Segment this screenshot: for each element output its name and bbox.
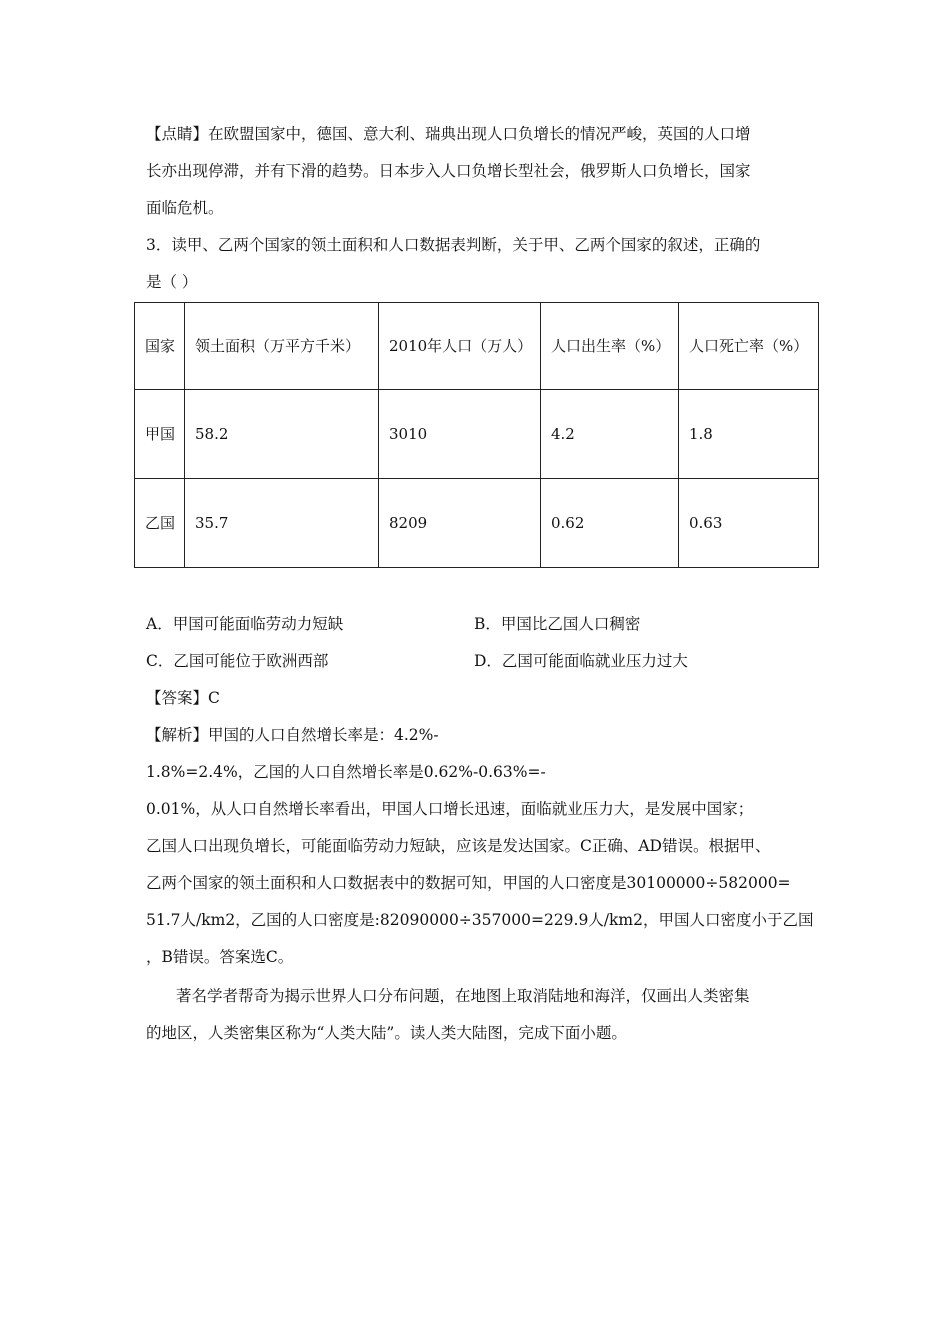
table-cell: 4.2 (541, 390, 679, 479)
table-row (135, 390, 819, 479)
table-cell: 甲国 (135, 390, 185, 479)
table-cell: 0.63 (679, 479, 819, 568)
table-cell: 乙国 (135, 479, 185, 568)
option-b: B．甲国比乙国人口稠密 (474, 615, 641, 633)
analysis-line: ，B错误。答案选C。 (146, 948, 294, 966)
table-header-row (135, 303, 819, 390)
table-cell: 35.7 (185, 479, 379, 568)
question-line: 是（ ） (146, 273, 198, 291)
table-cell: 1.8 (679, 390, 819, 479)
dianjing-line: 面临危机。 (146, 199, 224, 217)
table-cell: 3010 (379, 390, 541, 479)
header-cell: 国家 (135, 303, 185, 390)
header-cell: 2010年人口（万人） (379, 303, 541, 390)
table-cell: 58.2 (185, 390, 379, 479)
header-cell: 人口死亡率（%） (679, 303, 819, 390)
table-cell: 0.62 (541, 479, 679, 568)
table-row (135, 479, 819, 568)
analysis-line: 乙国人口出现负增长，可能面临劳动力短缺，应该是发达国家。C正确、AD错误。根据甲、 (146, 837, 771, 855)
data-table (134, 302, 819, 568)
dianjing-line: 长亦出现停滞，并有下滑的趋势。日本步入人口负增长型社会，俄罗斯人口负增长，国家 (146, 162, 751, 180)
option-a: A．甲国可能面临劳动力短缺 (146, 615, 344, 633)
answer-line: 【答案】C (146, 689, 220, 707)
analysis-line: 51.7人/km2，乙国的人口密度是:82090000÷357000=229.9人/km2，甲国人口密度小于乙国 (146, 911, 814, 929)
intro-line: 的地区，人类密集区称为“人类大陆”。读人类大陆图，完成下面小题。 (146, 1024, 627, 1042)
analysis-line: 0.01%，从人口自然增长率看出，甲国人口增长迅速，面临就业压力大，是发展中国家； (146, 800, 754, 818)
table-cell: 8209 (379, 479, 541, 568)
question-line: 3．读甲、乙两个国家的领土面积和人口数据表判断，关于甲、乙两个国家的叙述，正确的 (146, 236, 761, 254)
option-c: C．乙国可能位于欧洲西部 (146, 652, 329, 670)
option-d: D．乙国可能面临就业压力过大 (474, 652, 688, 670)
header-cell: 领土面积（万平方千米） (185, 303, 379, 390)
analysis-line: 1.8%=2.4%，乙国的人口自然增长率是0.62%-0.63%=- (146, 763, 546, 781)
analysis-line: 【解析】甲国的人口自然增长率是：4.2%- (146, 726, 439, 744)
header-cell: 人口出生率（%） (541, 303, 679, 390)
dianjing-line: 【点睛】在欧盟国家中，德国、意大利、瑞典出现人口负增长的情况严峻，英国的人口增 (146, 125, 751, 143)
intro-line: 著名学者帮奇为揭示世界人口分布问题，在地图上取消陆地和海洋，仅画出人类密集 (176, 987, 750, 1005)
analysis-line: 乙两个国家的领土面积和人口数据表中的数据可知，甲国的人口密度是30100000÷582000= (146, 874, 791, 892)
